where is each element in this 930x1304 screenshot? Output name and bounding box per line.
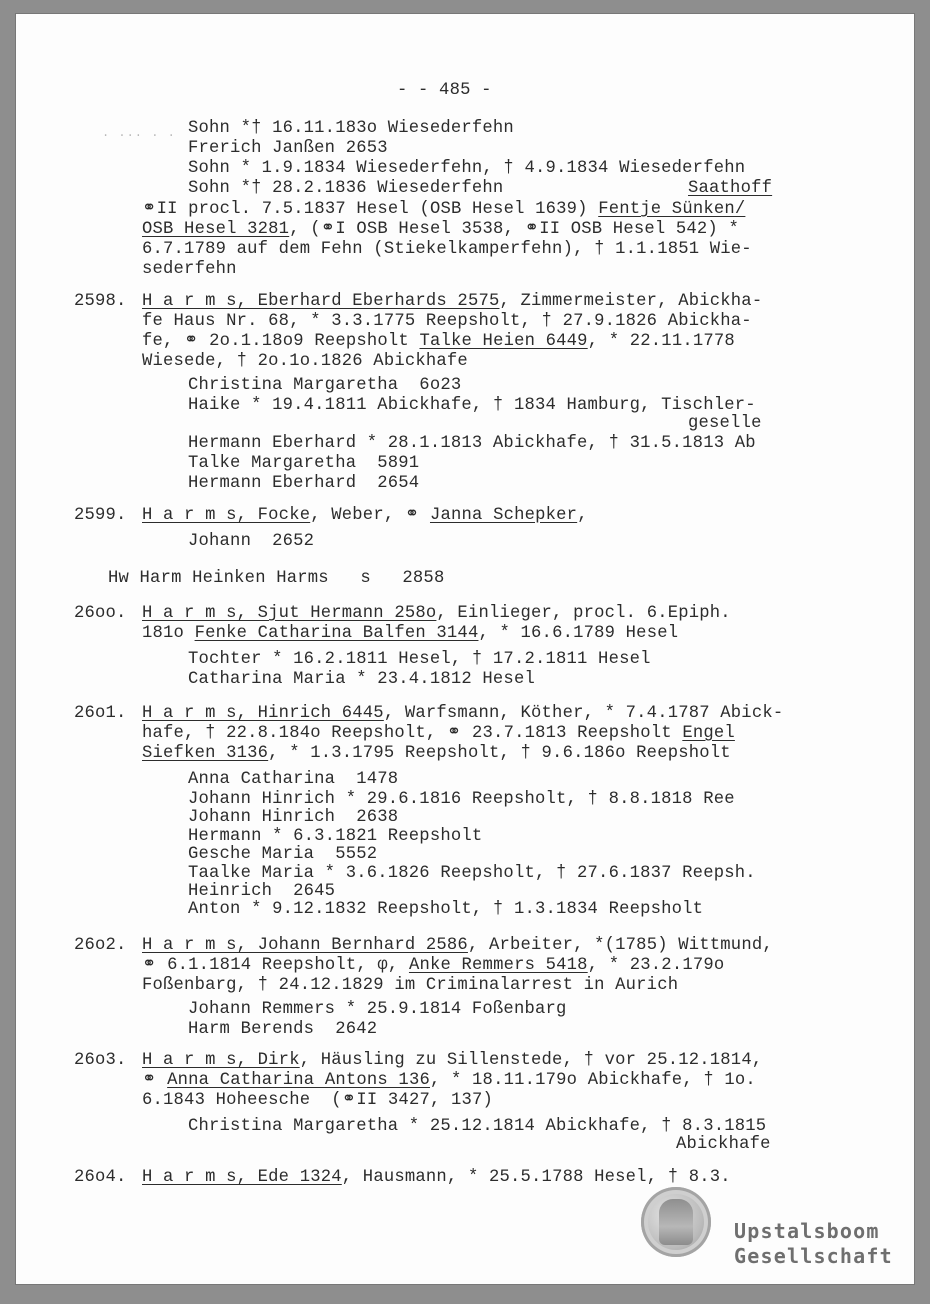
text-segment: H a r m s, Eberhard Eberhards 2575 — [142, 292, 500, 311]
text-line: Frerich Janßen 2653 — [188, 139, 388, 158]
text-line — [142, 604, 731, 624]
text-segment: ⚭ 6.1.1814 Reepsholt, — [142, 956, 378, 975]
text-segment: , Arbeiter, *(1785) Wittmund, — [467, 936, 773, 955]
text-segment: H a r m s, Dirk — [142, 1051, 300, 1070]
text-line — [142, 1071, 756, 1091]
text-segment: Anke Remmers 5418 — [408, 956, 588, 975]
text-line — [142, 956, 724, 976]
entry-number: 26oo. — [74, 604, 127, 623]
text-line: Heinrich 2645 — [188, 882, 336, 901]
seal-figure — [659, 1199, 693, 1245]
text-line: Sohn *† 28.2.1836 Wiesederfehn — [188, 179, 504, 198]
text-segment: ⚭II procl. 7.5.1837 Hesel (OSB Hesel 1639) — [142, 200, 599, 219]
text-segment: , Häusling zu Sillenstede, † vor 25.12.1814, — [299, 1051, 763, 1070]
text-line — [142, 200, 745, 220]
text-line — [142, 724, 735, 744]
text-line — [142, 624, 678, 644]
text-line: Hw Harm Heinken Harms s 2858 — [108, 569, 445, 588]
text-line: Abickhafe — [676, 1135, 771, 1154]
text-line: Sohn *† 16.11.183o Wiesederfehn — [188, 119, 514, 138]
text-line: Foßenbarg, † 24.12.1829 im Criminalarrest in Aurich — [142, 976, 679, 995]
text-segment: Fenke Catharina Balfen 3144 — [194, 624, 479, 643]
text-line: geselle — [688, 414, 762, 433]
entry-number: 26o4. — [74, 1168, 127, 1187]
text-line — [142, 1168, 731, 1188]
text-line: fe Haus Nr. 68, * 3.3.1775 Reepsholt, † 27.9.1826 Abickha- — [142, 312, 752, 331]
text-line: Harm Berends 2642 — [188, 1020, 378, 1039]
text-segment: OSB Hesel 3281 — [142, 220, 290, 239]
text-line — [142, 936, 773, 956]
text-line: Johann Remmers * 25.9.1814 Foßenbarg — [188, 1000, 567, 1019]
text-line — [142, 1051, 762, 1071]
text-segment: hafe, † 22.8.184o Reepsholt, ⚭ 23.7.1813 Reepsholt — [142, 724, 683, 743]
text-line: Christina Margaretha * 25.12.1814 Abickhafe, † 8.3.1815 — [188, 1117, 767, 1136]
text-line: Hermann * 6.3.1821 Reepsholt — [188, 827, 483, 846]
text-line: 6.1843 Hoheesche (⚭II 3427, 137) — [142, 1091, 494, 1110]
text-line — [142, 332, 735, 352]
text-line: Haike * 19.4.1811 Abickhafe, † 1834 Hamburg, Tischler- — [188, 396, 756, 415]
entry-number: 2599. — [74, 506, 127, 525]
text-line: Wiesede, † 2o.1o.1826 Abickhafe — [142, 352, 468, 371]
entry-number: 26o1. — [74, 704, 127, 723]
text-segment: ⚭ — [142, 1071, 168, 1090]
text-line: Christina Margaretha 6o23 — [188, 376, 462, 395]
text-segment: , — [577, 506, 588, 525]
text-line: Hermann Eberhard 2654 — [188, 474, 420, 493]
text-line: Saathoff — [688, 179, 773, 198]
text-line — [142, 744, 731, 764]
text-line — [142, 506, 588, 526]
text-segment: H a r m s, Sjut Hermann 258o — [142, 604, 437, 623]
text-line: Gesche Maria 5552 — [188, 845, 378, 864]
brand-line-2: Gesellschaft — [734, 1244, 893, 1268]
text-segment: H a r m s, Ede 1324 — [142, 1168, 342, 1187]
text-line — [142, 220, 739, 240]
text-line: Johann Hinrich 2638 — [188, 808, 399, 827]
text-segment: Janna Schepker — [429, 506, 578, 525]
text-line: Johann Hinrich * 29.6.1816 Reepsholt, † 8.8.1818 Ree — [188, 790, 735, 809]
text-segment: , * 22.11.1778 — [587, 332, 735, 351]
entry-number: 26o2. — [74, 936, 127, 955]
entry-number: 26o3. — [74, 1051, 127, 1070]
text-segment: fe, ⚭ 2o.1.18o9 Reepsholt — [142, 332, 420, 351]
text-segment: Engel — [682, 724, 735, 743]
document-page — [16, 14, 914, 1284]
text-segment: , Hausmann, * 25.5.1788 Hesel, † 8.3. — [341, 1168, 731, 1187]
text-line: Anna Catharina 1478 — [188, 770, 399, 789]
text-line: sederfehn — [142, 260, 237, 279]
text-line: Talke Margaretha 5891 — [188, 454, 420, 473]
text-segment: , Weber, ⚭ — [310, 506, 430, 525]
text-line: Hermann Eberhard * 28.1.1813 Abickhafe, † 31.5.1813 Ab — [188, 434, 756, 453]
text-line — [142, 704, 783, 724]
text-segment: , Zimmermeister, Abickha- — [499, 292, 763, 311]
text-segment: Anna Catharina Antons 136 — [167, 1071, 430, 1090]
text-segment: Fentje Sünken/ — [598, 200, 746, 219]
text-line: 6.7.1789 auf dem Fehn (Stiekelkamperfehn), † 1.1.1851 Wie- — [142, 240, 752, 259]
text-segment: 181o — [142, 624, 195, 643]
brand-line-1: Upstalsboom — [734, 1219, 880, 1243]
text-line: Sohn * 1.9.1834 Wiesederfehn, † 4.9.1834 Wiesederfehn — [188, 159, 746, 178]
text-segment: Talke Heien 6449 — [419, 332, 588, 351]
text-segment: , * 1.3.1795 Reepsholt, † 9.6.186o Reepsholt — [268, 744, 731, 763]
text-segment: Siefken 3136 — [142, 744, 269, 763]
text-segment: , Einlieger, procl. 6.Epiph. — [436, 604, 731, 623]
seal-icon — [641, 1187, 711, 1257]
text-line: Catharina Maria * 23.4.1812 Hesel — [188, 670, 535, 689]
text-segment: , * 18.11.179o Abickhafe, † 1o. — [429, 1071, 756, 1090]
text-segment: H a r m s, Focke — [142, 506, 311, 525]
text-segment: , * 16.6.1789 Hesel — [478, 624, 679, 643]
entry-number: 2598. — [74, 292, 127, 311]
text-line: Taalke Maria * 3.6.1826 Reepsholt, † 27.6.1837 Reepsh. — [188, 864, 756, 883]
scan-smudge: . ... . . — [102, 126, 176, 140]
text-segment: H a r m s, Hinrich 6445 — [142, 704, 384, 723]
text-line — [142, 292, 762, 312]
text-segment: φ, — [377, 956, 409, 975]
text-segment: , Warfsmann, Köther, * 7.4.1787 Abick- — [383, 704, 784, 723]
text-line: Tochter * 16.2.1811 Hesel, † 17.2.1811 Hesel — [188, 650, 651, 669]
text-line: Anton * 9.12.1832 Reepsholt, † 1.3.1834 Reepsholt — [188, 900, 704, 919]
text-line: Johann 2652 — [188, 532, 315, 551]
text-segment: H a r m s, Johann Bernhard 2586 — [142, 936, 468, 955]
page-number: - - 485 - — [397, 81, 492, 100]
text-segment: , (⚭I OSB Hesel 3538, ⚭II OSB Hesel 542) * — [289, 220, 739, 239]
text-segment: , * 23.2.179o — [587, 956, 725, 975]
